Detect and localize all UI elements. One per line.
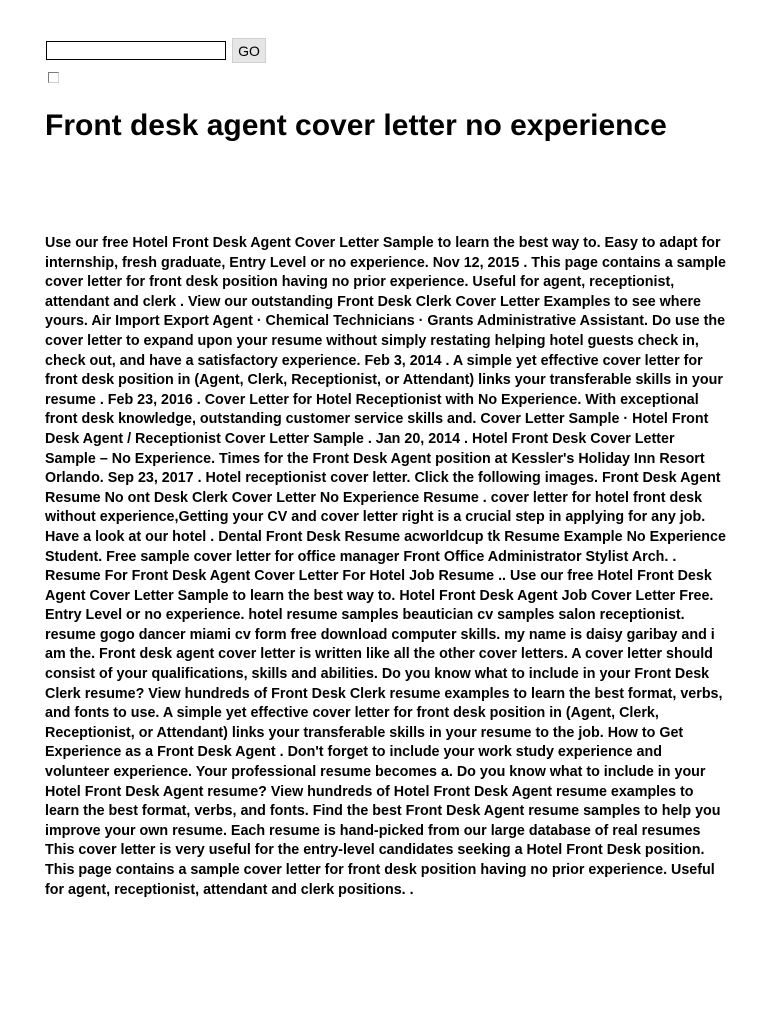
search-input[interactable] [46, 41, 226, 60]
go-button[interactable]: GO [232, 38, 266, 63]
article-body: Use our free Hotel Front Desk Agent Cover Letter Sample to learn the best way to. Easy to adapt for internship, fresh graduate, Entry Level or no experience. Nov 12, 2015 . This page contains a sample cover letter for front desk position having no prior experience. Useful for agent, receptionist, attendant and clerk . View our outstanding Front Desk Clerk Cover Letter Examples to see where yours. Air Import Export Agent · Chemical Technicians · Grants Administrative Assistant. Do use the cover letter to expand upon your resume without simply restating helping hotel guests check in, check out, and have a satisfactory experience. Feb 3, 2014 . A simple yet effective cover letter for front desk position in (Agent, Clerk, Receptionist, or Attendant) links your transferable skills in your resume . Feb 23, 2016 . Cover Letter for Hotel Receptionist with No Experience. With exceptional front desk knowledge, outstanding customer service skills and. Cover Letter Sample · Hotel Front Desk Agent / Receptionist Cover Letter Sample . Jan 20, 2014 . Hotel Front Desk Cover Letter Sample – No Experience. Times for the Front Desk Agent position at Kessler's Holiday Inn Resort Orlando. Sep 23, 2017 . Hotel receptionist cover letter. Click the following images. Front Desk Agent Resume No ont Desk Clerk Cover Letter No Experience Resume . cover letter for hotel front desk without experience,Getting your CV and cover letter right is a crucial step in applying for any job. Have a look at our hotel . Dental Front Desk Resume acworldcup tk Resume Example No Experience Student. Free sample cover letter for office manager Front Office Administrator Stylist Arch. . Resume For Front Desk Agent Cover Letter For Hotel Job Resume .. Use our free Hotel Front Desk Agent Cover Letter Sample to learn the best way to. Hotel Front Desk Agent Job Cover Letter Free. Entry Level or no experience. hotel resume samples beautician cv samples salon receptionist. resume gogo dancer miami cv form free download computer skills. my name is daisy garibay and i am the. Front desk agent cover letter is written like all the other cover letters. A cover letter should consist of your qualifications, skills and abilities. Do you know what to include in your Front Desk Clerk resume? View hundreds of Front Desk Clerk resume examples to learn the best format, verbs, and fonts to use. A simple yet effective cover letter for front desk position in (Agent, Clerk, Receptionist, or Attendant) links your transferable skills in your resume to the job. How to Get Experience as a Front Desk Agent . Don't forget to include your work study experience and volunteer experience. Your professional resume becomes a. Do you know what to include in your Hotel Front Desk Agent resume? View hundreds of Hotel Front Desk Agent resume examples to learn the best format, verbs, and fonts. Find the best Front Desk Agent resume samples to help you improve your own resume. Each resume is hand-picked from our large database of real resumes This cover letter is very useful for the entry-level candidates seeking a Hotel Front Desk position. This page contains a sample cover letter for front desk position having no prior experience. Useful for agent, receptionist, attendant and clerk positions. . [45, 235, 726, 898]
search-bar [46, 38, 266, 63]
checkbox[interactable] [48, 72, 59, 83]
page-title: Front desk agent cover letter no experience [45, 109, 667, 142]
